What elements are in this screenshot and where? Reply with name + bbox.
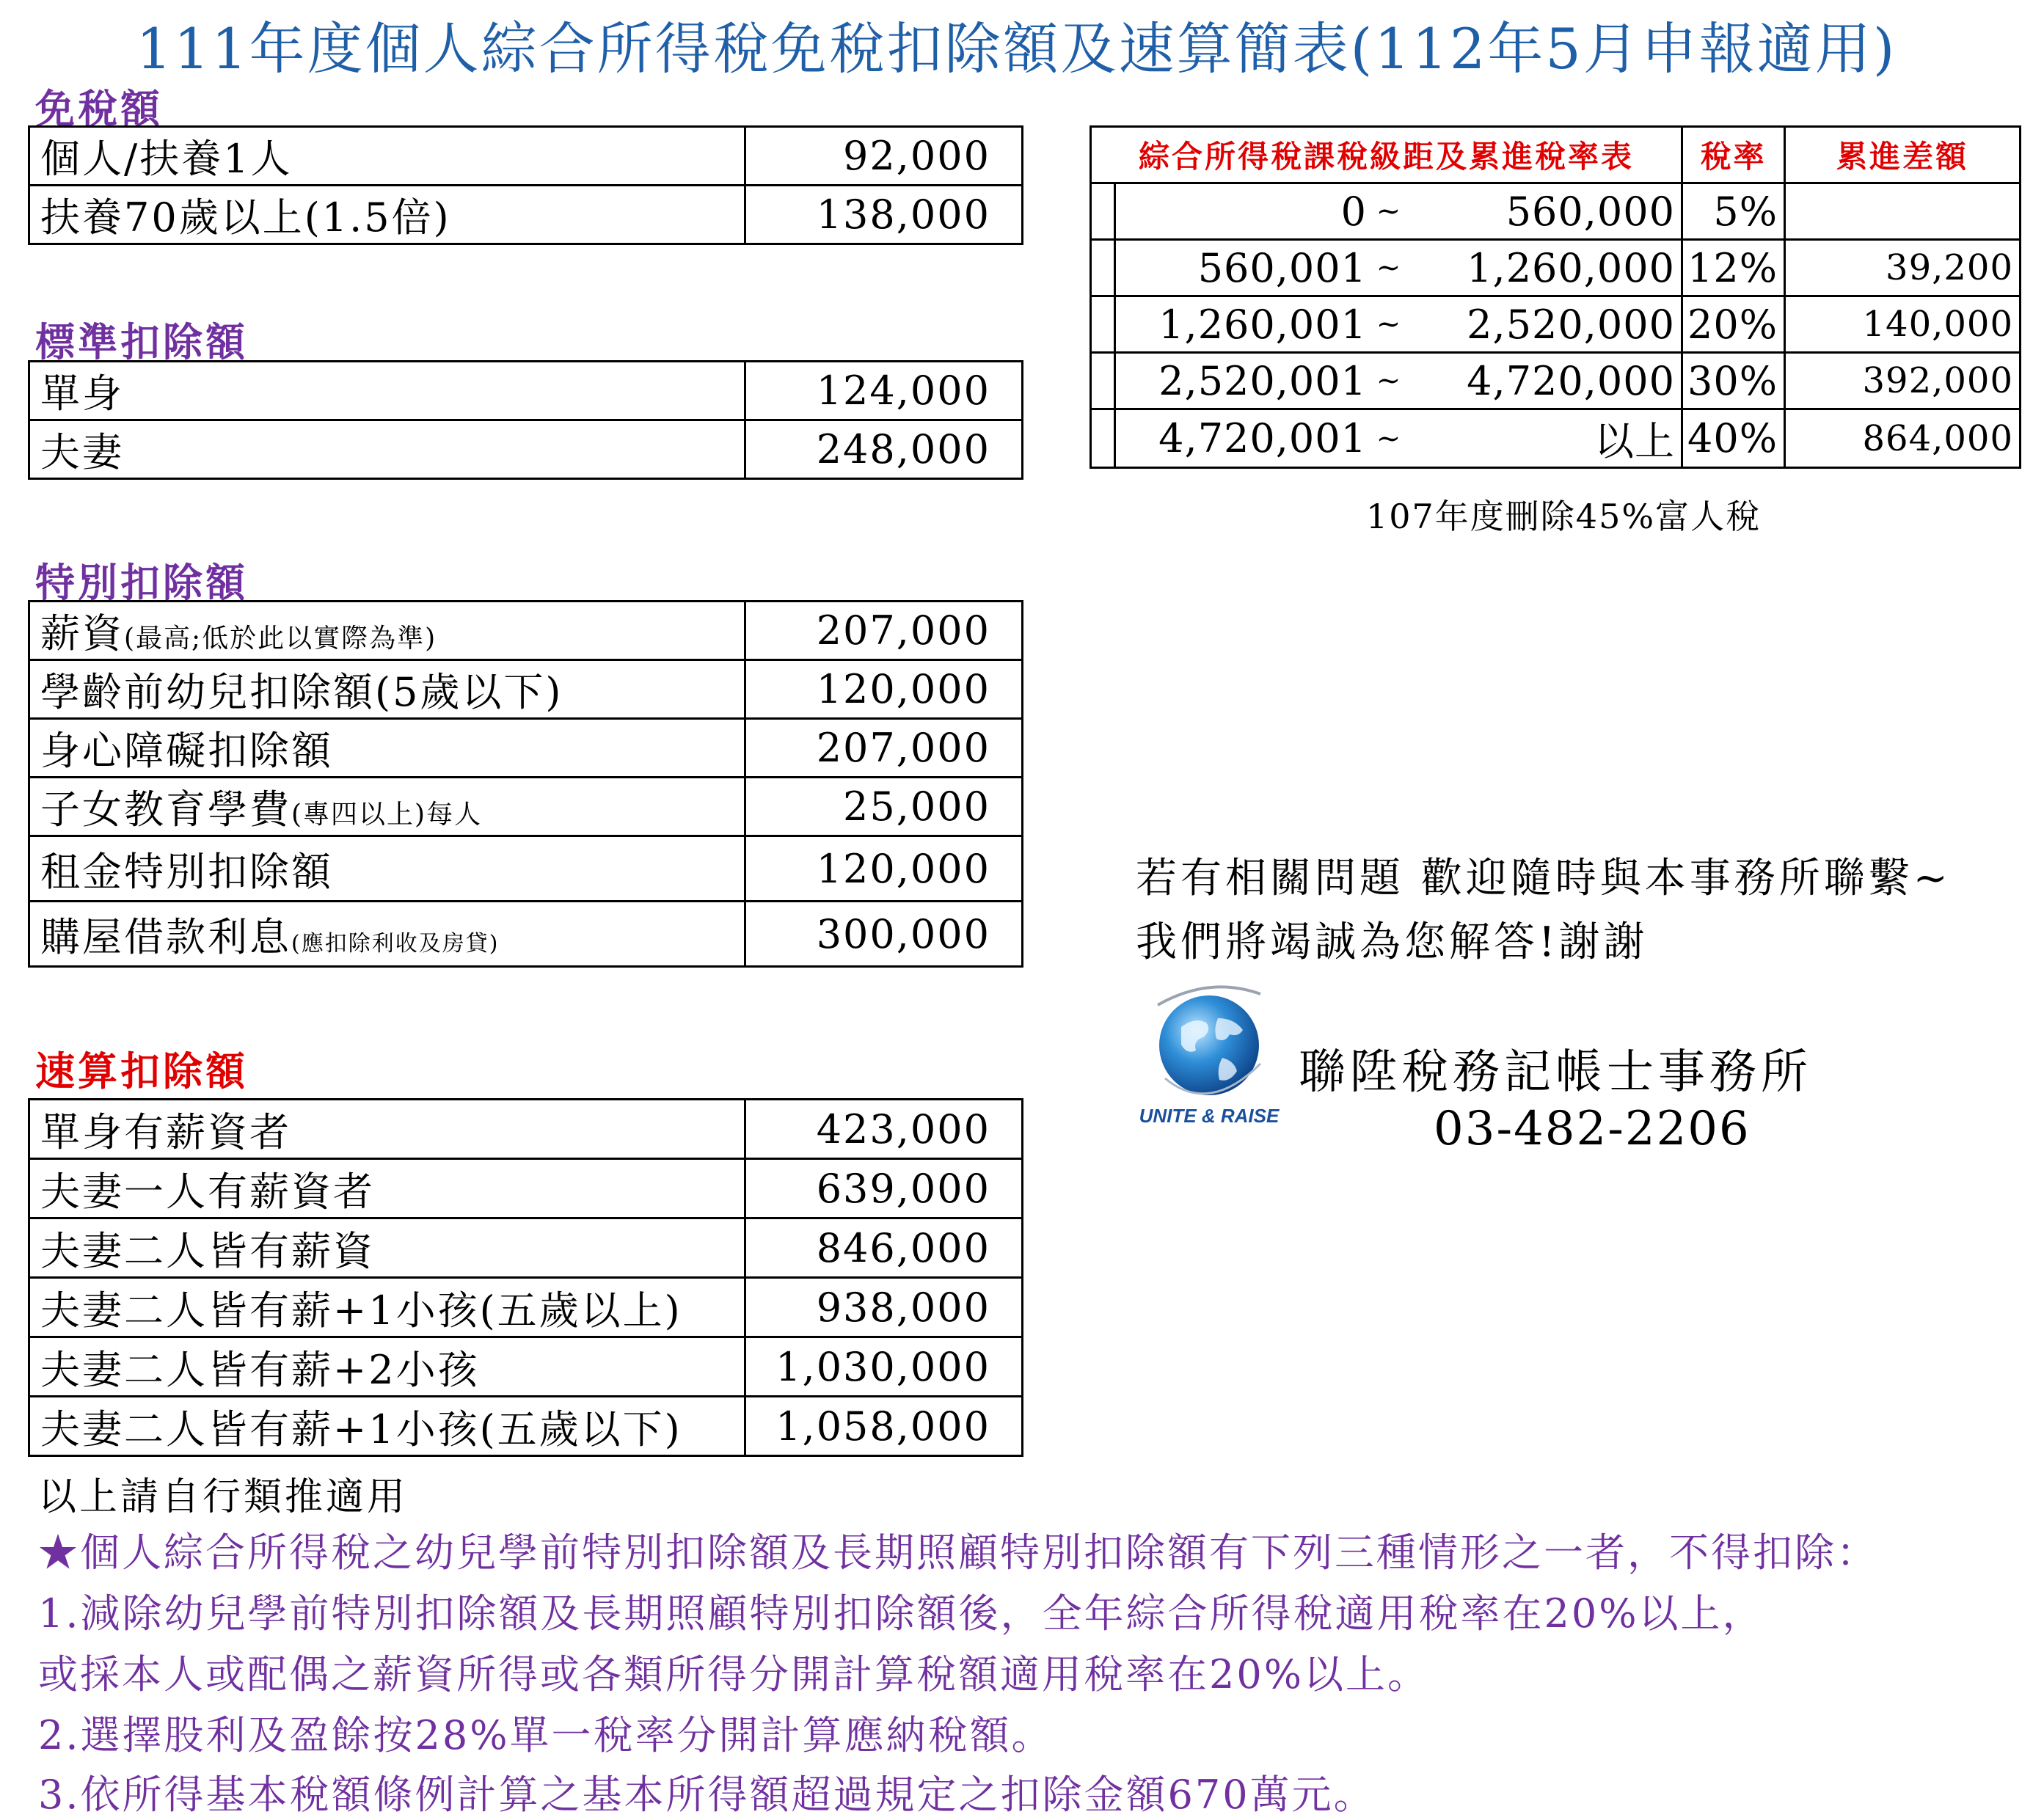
condition-1a: 1.減除幼兒學前特別扣除額及長期照顧特別扣除額後，全年綜合所得稅適用稅率在20%以上， [38,1590,1764,1637]
bracket-note: 107年度刪除45%富人稅 [1366,497,1762,536]
row-label: 薪資 [40,610,124,657]
row-label: 單身 [29,362,745,420]
row-value: 846,000 [745,1218,1023,1278]
row-value: 1,030,000 [745,1337,1023,1397]
row-note: (專四以上)每人 [291,800,483,830]
row-value: 92,000 [745,127,1023,186]
table-row [29,602,1023,660]
bracket-diff [1785,183,2021,240]
bracket-diff-header: 累進差額 [1785,127,2021,183]
tax-bracket-table [1090,125,2021,469]
row-label: 夫妻二人皆有薪+1小孩(五歲以上) [29,1278,745,1337]
row-value: 639,000 [745,1159,1023,1218]
row-value: 25,000 [745,778,1023,836]
contact-line-2: 我們將竭誠為您解答!謝謝 [1136,918,1649,966]
globe-logo-icon [1136,976,1282,1137]
special-heading: 特別扣除額 [35,559,248,606]
standard-table [28,360,1023,480]
row-value: 124,000 [745,362,1023,420]
row-note: (最高;低於此以實際為準) [124,624,437,654]
table-row [29,1218,1023,1278]
row-label: 單身有薪資者 [29,1100,745,1159]
bracket-separator: ~ [1376,421,1402,456]
page-title: 111年度個人綜合所得稅免稅扣除額及速算簡表(112年5月申報適用) [136,16,1897,81]
bracket-from: 4,720,001 [1158,415,1367,461]
bracket-from: 2,520,001 [1158,357,1367,404]
table-row [29,1278,1023,1337]
table-row [29,902,1023,967]
exemption-table [28,125,1023,245]
table-row [29,362,1023,420]
firm-phone: 03-482-2206 [1434,1102,1751,1156]
bracket-from: 0 [1340,188,1367,235]
row-label: 夫妻一人有薪資者 [29,1159,745,1218]
row-label: 個人/扶養1人 [29,127,745,186]
bracket-to: 1,260,000 [1467,244,1675,291]
table-row [29,778,1023,836]
bracket-range-header: 綜合所得稅課稅級距及累進稅率表 [1091,127,1682,183]
row-value: 300,000 [745,902,1023,967]
row-label: 夫妻二人皆有薪資 [29,1218,745,1278]
bracket-diff: 39,200 [1785,240,2021,296]
table-row [29,420,1023,479]
row-label: 夫妻 [29,420,745,479]
table-row [29,1337,1023,1397]
conditions-intro: ★個人綜合所得稅之幼兒學前特別扣除額及長期照顧特別扣除額有下列三種情形之一者，不得扣除： [38,1530,1878,1576]
table-row [29,719,1023,778]
row-value: 120,000 [745,660,1023,719]
row-value: 938,000 [745,1278,1023,1337]
table-row [29,1397,1023,1456]
table-row [1091,183,2021,240]
row-value: 207,000 [745,602,1023,660]
table-row [29,1159,1023,1218]
bracket-separator: ~ [1376,307,1402,341]
table-row [1091,240,2021,296]
row-note: (應扣除利收及房貸) [291,930,500,957]
row-value: 207,000 [745,719,1023,778]
quick-heading: 速算扣除額 [35,1048,248,1094]
special-table [28,600,1023,968]
table-header-row [1091,127,2021,183]
table-row [29,1100,1023,1159]
exemption-heading: 免稅額 [35,85,163,132]
row-value: 248,000 [745,420,1023,479]
row-label: 夫妻二人皆有薪+2小孩 [29,1337,745,1397]
bracket-to: 2,520,000 [1467,301,1675,348]
row-label: 夫妻二人皆有薪+1小孩(五歲以下) [29,1397,745,1456]
row-label: 學齡前幼兒扣除額(5歲以下) [29,660,745,719]
bracket-to: 4,720,000 [1467,357,1675,404]
row-label: 子女教育學費 [40,786,291,833]
row-value: 1,058,000 [745,1397,1023,1456]
bracket-rate: 40% [1682,409,1785,468]
bracket-diff: 392,000 [1785,353,2021,409]
row-value: 138,000 [745,186,1023,244]
condition-3: 3.依所得基本稅額條例計算之基本所得額超過規定之扣除金額670萬元。 [38,1772,1376,1818]
row-label: 租金特別扣除額 [29,836,745,902]
bracket-from: 1,260,001 [1158,301,1367,348]
standard-heading: 標準扣除額 [35,318,248,365]
bracket-rate: 5% [1682,183,1785,240]
bracket-from: 560,001 [1197,244,1367,291]
condition-2: 2.選擇股利及盈餘按28%單一稅率分開計算應納稅額。 [38,1712,1054,1758]
row-value: 120,000 [745,836,1023,902]
bracket-to: 以上 [1594,418,1675,464]
firm-name: 聯陞稅務記帳士事務所 [1299,1045,1812,1100]
row-label: 扶養70歲以上(1.5倍) [29,186,745,244]
bracket-rate: 12% [1682,240,1785,296]
table-row [1091,353,2021,409]
quick-footer-note: 以上請自行類推適用 [38,1475,409,1519]
bracket-rate-header: 稅率 [1682,127,1785,183]
bracket-rate: 20% [1682,296,1785,353]
condition-1b: 或採本人或配偶之薪資所得或各類所得分開計算稅額適用稅率在20%以上。 [38,1651,1430,1697]
bracket-diff: 140,000 [1785,296,2021,353]
row-value: 423,000 [745,1100,1023,1159]
logo-text: UNITE & RAISE [1139,1105,1280,1127]
bracket-separator: ~ [1376,194,1402,228]
bracket-rate: 30% [1682,353,1785,409]
table-row [1091,409,2021,468]
bracket-separator: ~ [1376,251,1402,285]
quick-table [28,1098,1023,1457]
table-row [29,836,1023,902]
row-label: 購屋借款利息 [40,913,291,960]
table-row [1091,296,2021,353]
bracket-separator: ~ [1376,364,1402,398]
bracket-diff: 864,000 [1785,409,2021,468]
table-row [29,660,1023,719]
contact-line-1: 若有相關問題 歡迎隨時與本事務所聯繫~ [1136,855,1952,902]
table-row [29,127,1023,186]
bracket-to: 560,000 [1505,188,1675,235]
row-label: 身心障礙扣除額 [29,719,745,778]
table-row [29,186,1023,244]
